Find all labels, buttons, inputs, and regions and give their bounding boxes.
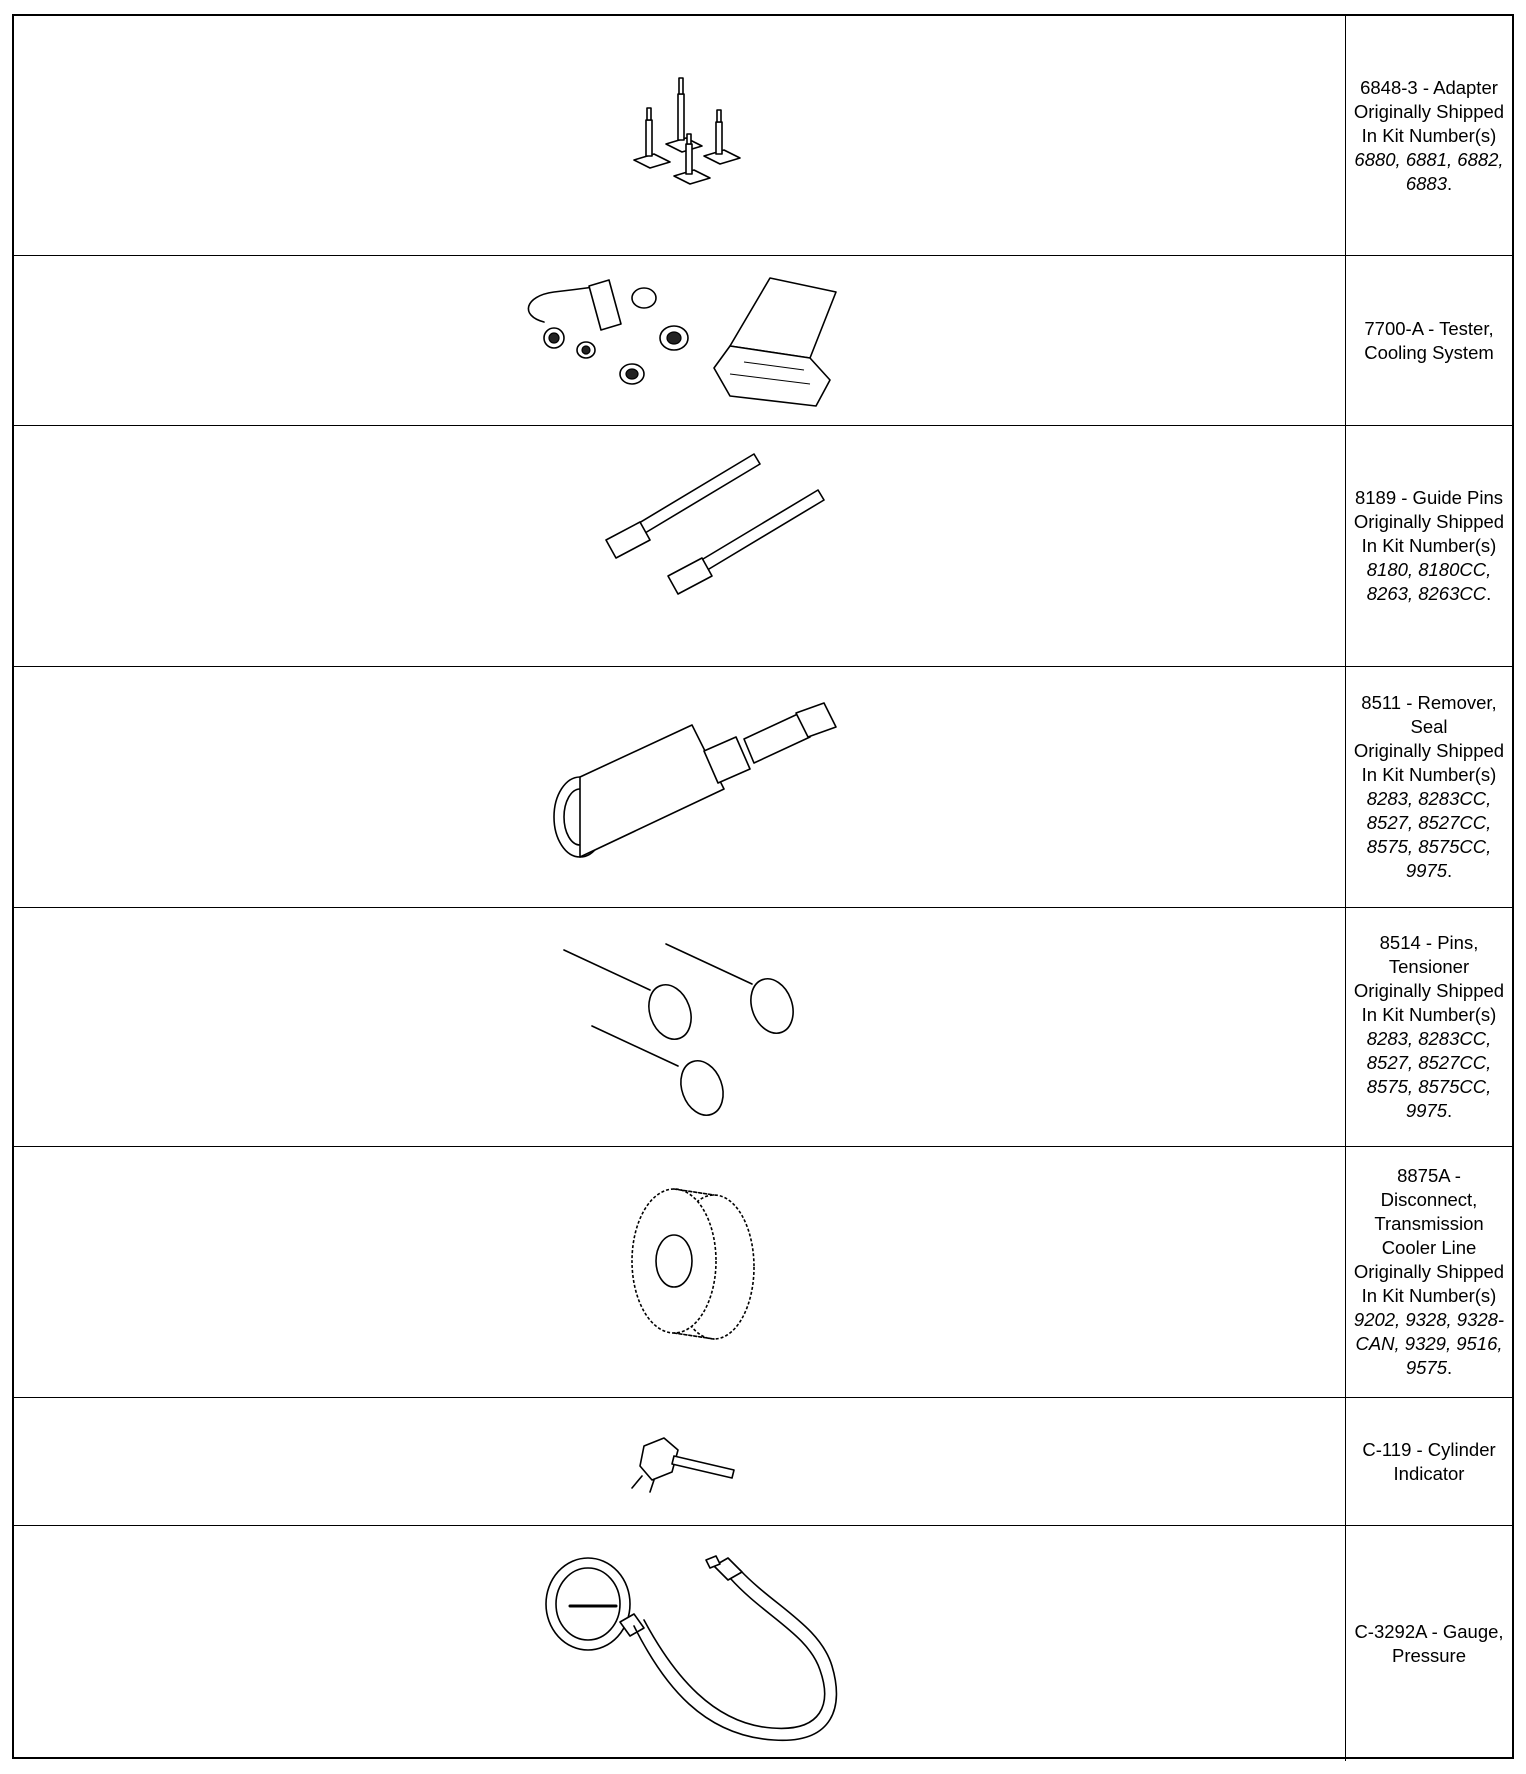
table-row xyxy=(14,16,1512,256)
kit-note: Originally Shipped In Kit Number(s) xyxy=(1353,511,1505,556)
kit-note: Originally Shipped In Kit Number(s) xyxy=(1353,1261,1505,1306)
tool-illustration-cell xyxy=(14,256,1346,425)
cooling-system-tester-illustration xyxy=(14,256,1346,426)
table-row xyxy=(14,1147,1512,1398)
tool-description xyxy=(1346,256,1512,425)
kit-period: . xyxy=(1447,1100,1453,1121)
tool-illustration-cell xyxy=(14,667,1346,907)
kit-numbers: 9202, 9328, 9328-CAN, 9329, 9516, 9575 xyxy=(1353,1309,1505,1378)
table-row xyxy=(14,426,1512,667)
seal-remover-illustration xyxy=(14,667,1346,908)
kit-note: Originally Shipped In Kit Number(s) xyxy=(1353,740,1505,785)
kit-period: . xyxy=(1447,860,1453,881)
tool-illustration-cell xyxy=(14,426,1346,666)
cooler-line-disconnect-illustration xyxy=(14,1147,1346,1398)
tool-description xyxy=(1346,1147,1512,1397)
pressure-gauge-illustration xyxy=(14,1526,1346,1761)
cylinder-indicator-illustration xyxy=(14,1398,1346,1526)
tool-description xyxy=(1346,426,1512,666)
tool-description xyxy=(1346,667,1512,907)
table-row xyxy=(14,1526,1512,1761)
tool-illustration-cell xyxy=(14,1147,1346,1397)
table-row xyxy=(14,1398,1512,1526)
tool-title: 8514 - Pins, Tensioner xyxy=(1379,932,1479,977)
tool-description xyxy=(1346,1526,1512,1761)
special-tools-table xyxy=(12,14,1514,1759)
tool-illustration-cell xyxy=(14,1526,1346,1761)
tool-title: 8511 - Remover, Seal xyxy=(1361,692,1497,737)
kit-numbers: 8283, 8283CC, 8527, 8527CC, 8575, 8575CC, 9975 xyxy=(1366,1028,1492,1121)
adapter-illustration xyxy=(14,16,1346,256)
kit-numbers: 8283, 8283CC, 8527, 8527CC, 8575, 8575CC, 9975 xyxy=(1366,788,1492,881)
tool-description xyxy=(1346,908,1512,1146)
tensioner-pins-illustration xyxy=(14,908,1346,1147)
tool-title: C-3292A - Gauge, Pressure xyxy=(1354,1620,1504,1666)
tool-description xyxy=(1346,16,1512,255)
tool-title: 8875A - Disconnect, Transmission Cooler Line xyxy=(1374,1165,1484,1258)
tool-title: 8189 - Guide Pins xyxy=(1354,487,1504,508)
kit-numbers: 8180, 8180CC, 8263, 8263CC xyxy=(1366,559,1492,604)
table-row xyxy=(14,667,1512,908)
tool-title: 7700-A - Tester, Cooling System xyxy=(1364,317,1494,363)
kit-period: . xyxy=(1486,583,1492,604)
kit-note: Originally Shipped In Kit Number(s) xyxy=(1353,980,1505,1025)
table-row xyxy=(14,256,1512,426)
tool-description xyxy=(1346,1398,1512,1525)
tool-illustration-cell xyxy=(14,16,1346,255)
kit-period: . xyxy=(1447,1357,1453,1378)
tool-illustration-cell xyxy=(14,1398,1346,1525)
tool-title: 6848-3 - Adapter xyxy=(1360,76,1498,98)
tool-title: C-119 - Cylinder Indicator xyxy=(1362,1438,1496,1484)
kit-period: . xyxy=(1447,172,1453,194)
kit-note: Originally Shipped In Kit Number(s) xyxy=(1353,100,1505,146)
guide-pins-illustration xyxy=(14,426,1346,667)
table-row xyxy=(14,908,1512,1147)
kit-numbers: 6880, 6881, 6882, 6883 xyxy=(1354,148,1504,194)
tool-illustration-cell xyxy=(14,908,1346,1146)
